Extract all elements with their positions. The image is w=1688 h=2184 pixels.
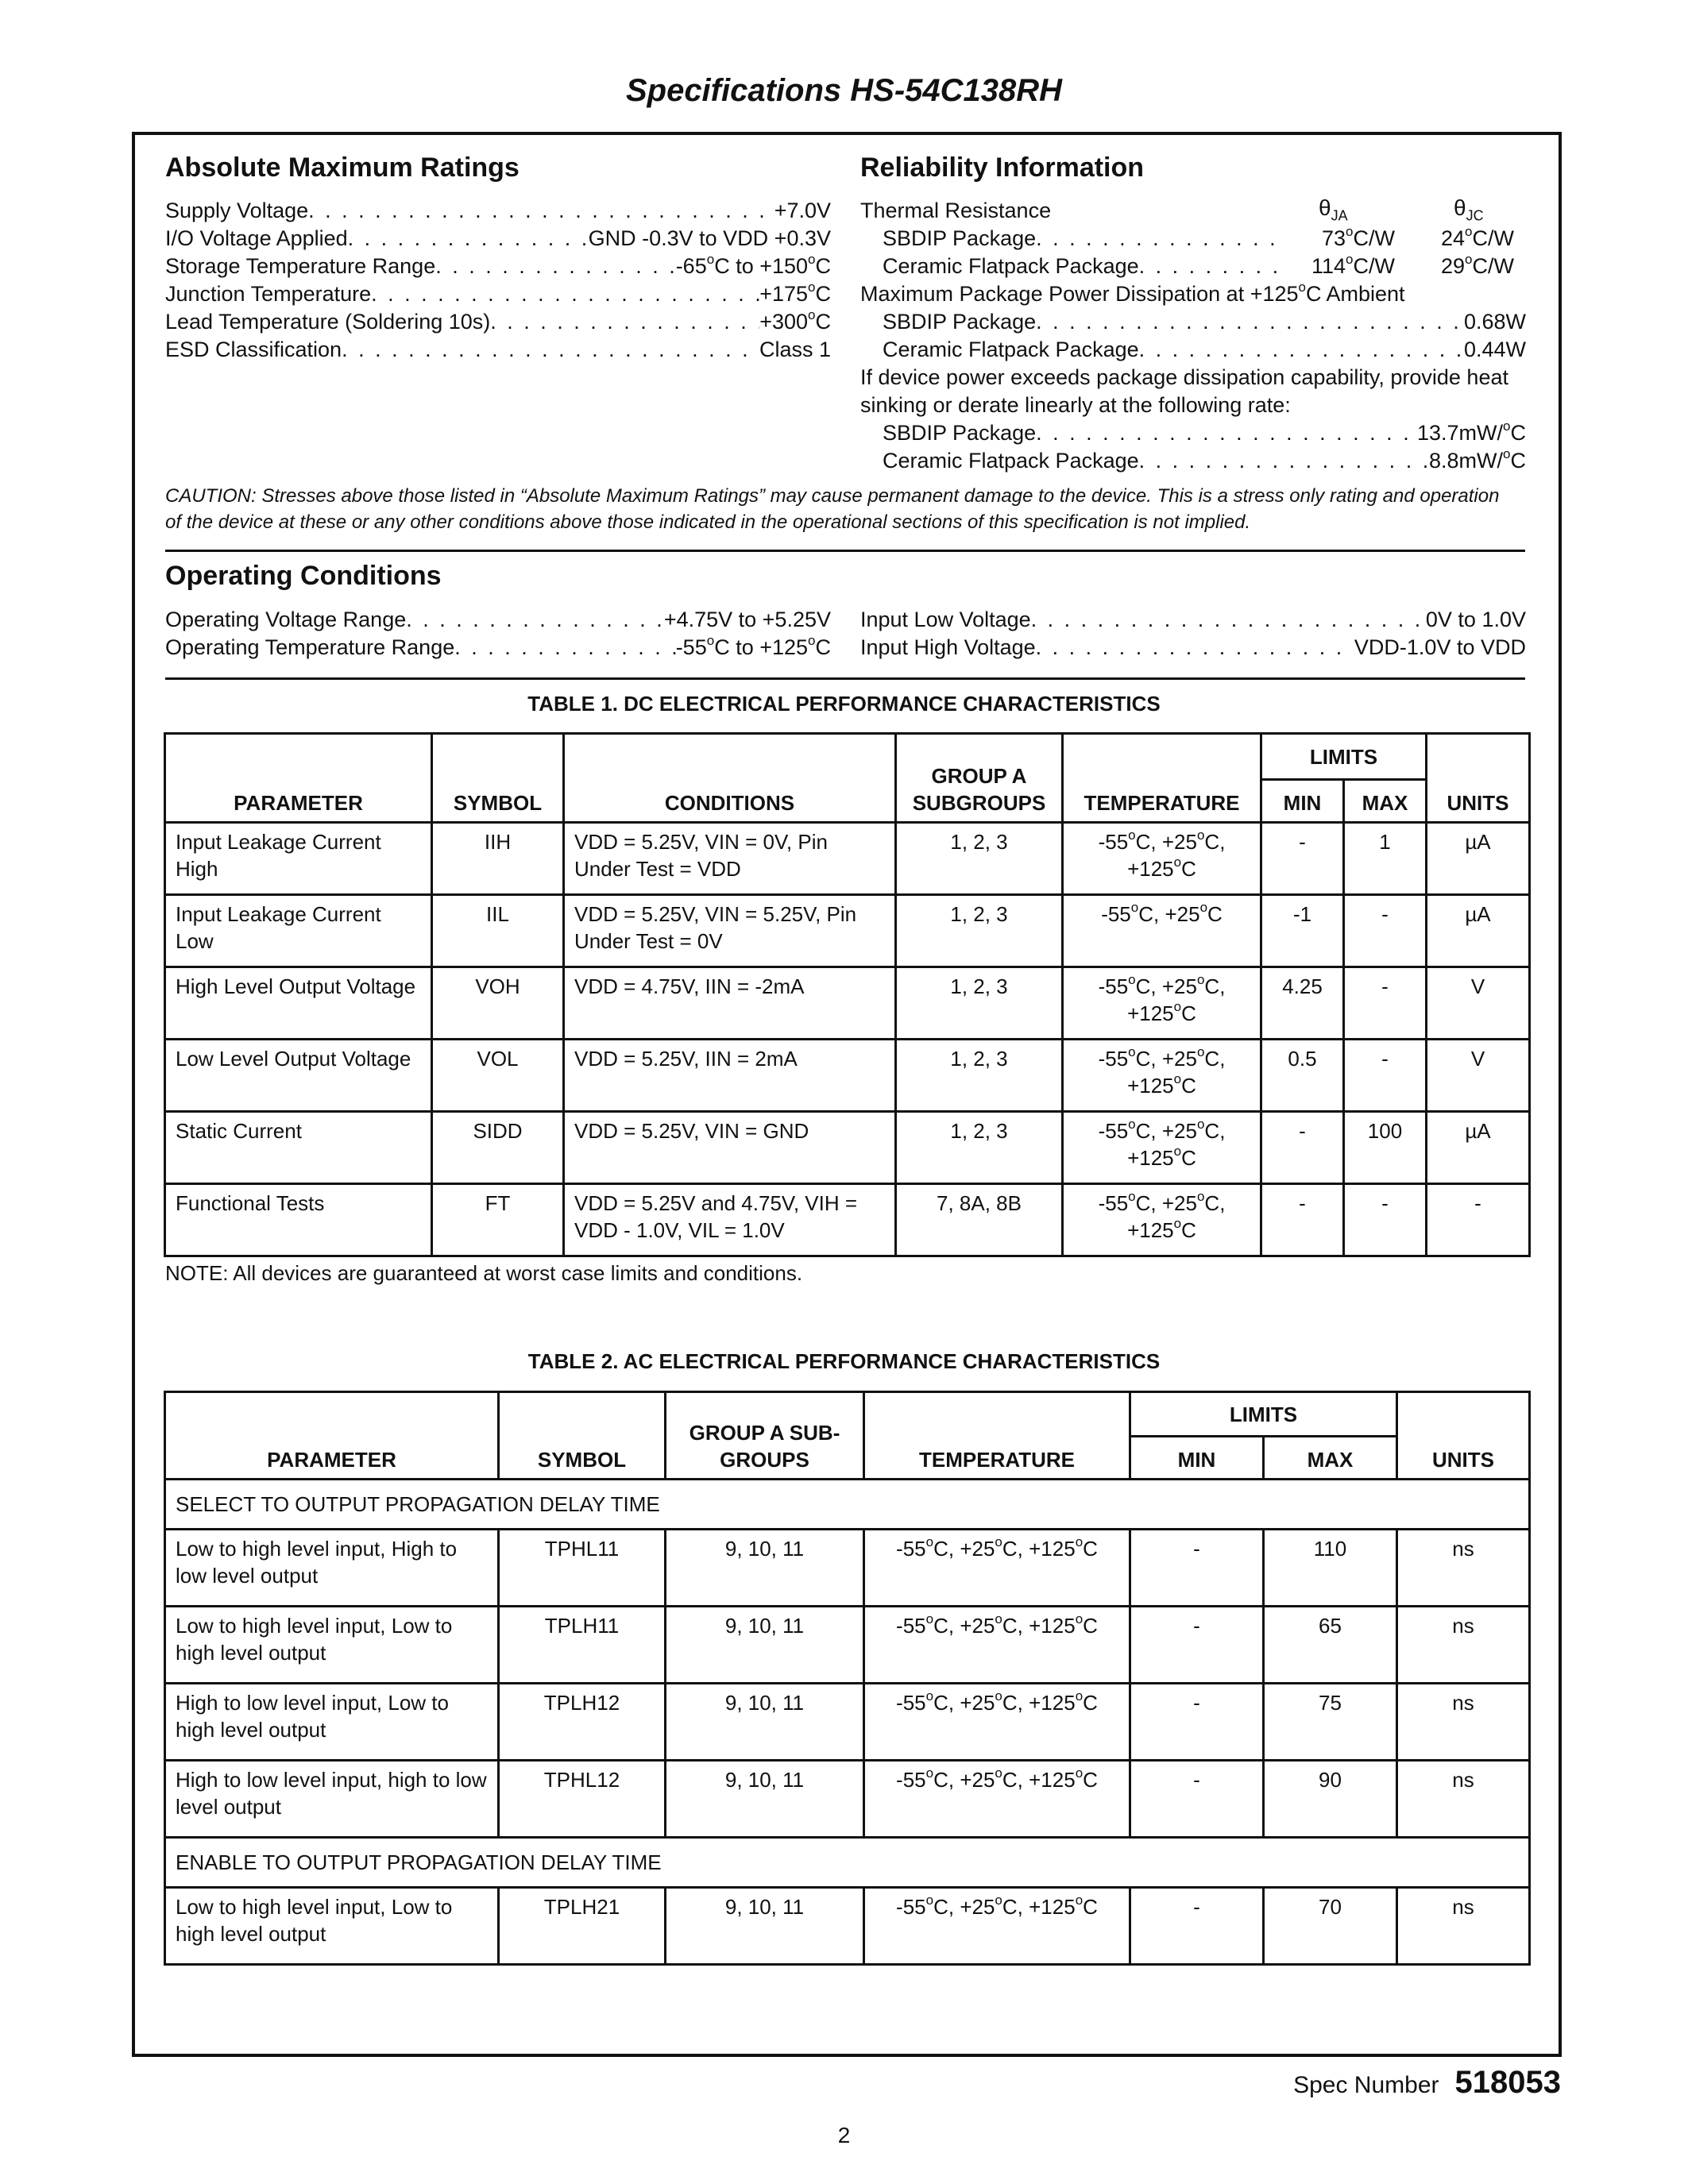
header-parameter: PARAMETER <box>165 1392 499 1480</box>
cell-symbol: TPLH12 <box>499 1684 666 1761</box>
header-min: MIN <box>1261 780 1344 823</box>
header-group-a-subgroups: GROUP A SUBGROUPS <box>896 734 1063 823</box>
derate-row-value: 8.8mW/$^o$C <box>1429 446 1526 473</box>
operating-row-label: Operating Voltage Range <box>165 608 407 631</box>
dissipation-row <box>883 336 1526 363</box>
cell-units: ns <box>1397 1530 1530 1607</box>
abs-max-row-value: GND -0.3V to VDD +0.3V <box>588 226 831 250</box>
cell-max: 1 <box>1344 823 1427 895</box>
cell-parameter: Functional Tests <box>165 1184 432 1256</box>
abs-max-row <box>165 308 831 335</box>
cell-group: 1, 2, 3 <box>896 1112 1063 1184</box>
divider <box>165 677 1525 680</box>
cell-temperature: $-55^oC$, $+25^oC$, $+125^oC$ <box>864 1761 1130 1838</box>
caution-line-1: CAUTION: Stresses above those listed in “Absolute Maximum Ratings” may cause permanent damage to the device. This is a stress only rating and operation <box>165 485 1500 507</box>
cell-temperature: $-55^oC$, $+25^oC$, $+125^oC$ <box>864 1607 1130 1684</box>
abs-max-row-value: Class 1 <box>759 338 831 361</box>
header-units: UNITS <box>1427 734 1530 823</box>
cell-conditions: VDD = 5.25V, IIN = 2mA <box>564 1040 896 1112</box>
cell-units: µA <box>1427 895 1530 967</box>
operating-row-label: Input Low Voltage <box>860 608 1031 631</box>
abs-max-row <box>165 336 831 363</box>
cell-units: - <box>1427 1184 1530 1256</box>
section-title: ENABLE TO OUTPUT PROPAGATION DELAY TIME <box>165 1838 1530 1888</box>
page-title: Specifications HS-54C138RH <box>625 73 1063 108</box>
cell-group: 1, 2, 3 <box>896 823 1063 895</box>
page-number: 2 <box>837 2123 851 2147</box>
cell-group: 9, 10, 11 <box>666 1607 864 1684</box>
cell-min: - <box>1130 1530 1264 1607</box>
header-symbol: SYMBOL <box>499 1392 666 1480</box>
cell-symbol: TPLH11 <box>499 1607 666 1684</box>
derate-row <box>883 419 1526 446</box>
cell-min: - <box>1130 1761 1264 1838</box>
table-row <box>165 967 1530 1040</box>
cell-min: - <box>1261 823 1344 895</box>
cell-max: - <box>1344 1040 1427 1112</box>
table1-note: NOTE: All devices are guaranteed at worst case limits and conditions. <box>165 1261 803 1285</box>
cell-max: 110 <box>1264 1530 1397 1607</box>
cell-max: - <box>1344 1184 1427 1256</box>
operating-row <box>860 634 1526 661</box>
operating-heading: Operating Conditions <box>165 561 442 591</box>
thermal-row-label: SBDIP Package <box>883 226 1037 250</box>
header-parameter: PARAMETER <box>165 734 432 823</box>
abs-max-row-label: I/O Voltage Applied <box>165 226 348 250</box>
caution-line-2: of the device at these or any other conditions above those indicated in the operational sections of this specification is not implied. <box>165 511 1251 533</box>
dissipation-row-value: 0.68W <box>1463 310 1526 334</box>
cell-symbol: VOH <box>432 967 564 1040</box>
header-group-a-subgroups: GROUP A SUB- GROUPS <box>666 1392 864 1480</box>
cell-temperature: $-55^oC$, $+25^oC$, $+125^oC$ <box>1063 1112 1261 1184</box>
operating-row-value: -55$^o$C to $+125^oC$ <box>675 633 831 659</box>
leader-dots <box>406 606 664 633</box>
cell-parameter: Low to high level input, High to low level output <box>165 1530 499 1607</box>
operating-row-label: Operating Temperature Range <box>165 635 455 659</box>
table2-caption: TABLE 2. AC ELECTRICAL PERFORMANCE CHARACTERISTICS <box>527 1349 1161 1373</box>
thermal-row-label: Ceramic Flatpack Package <box>883 254 1139 278</box>
leader-dots <box>1036 419 1417 446</box>
cell-units: µA <box>1427 823 1530 895</box>
cell-min: - <box>1130 1888 1264 1965</box>
cell-max: 75 <box>1264 1684 1397 1761</box>
derate-row <box>883 447 1526 474</box>
table-row <box>165 895 1530 967</box>
caution-note <box>165 483 1532 535</box>
cell-min: - <box>1261 1112 1344 1184</box>
cell-parameter: Low to high level input, Low to high level output <box>165 1607 499 1684</box>
operating-row-value: 0V to 1.0V <box>1425 608 1526 631</box>
spec-number-value: 518053 <box>1454 2065 1561 2100</box>
cell-conditions: VDD = 5.25V, VIN = GND <box>564 1112 896 1184</box>
header-temperature: TEMPERATURE <box>864 1392 1130 1480</box>
cell-symbol: TPHL11 <box>499 1530 666 1607</box>
thermal-row <box>883 253 1284 280</box>
cell-symbol: TPLH21 <box>499 1888 666 1965</box>
cell-conditions: VDD = 5.25V, VIN = 5.25V, Pin Under Test = 0V <box>564 895 896 967</box>
abs-max-row-label: Lead Temperature (Soldering 10s) <box>165 310 491 334</box>
cell-units: ns <box>1397 1761 1530 1838</box>
theta-ja-header: $\theta_{JA}$ <box>1319 195 1348 224</box>
dissipation-label: Maximum Package Power Dissipation at $+125^oC$ Ambient <box>860 280 1405 306</box>
cell-min: 4.25 <box>1261 967 1344 1040</box>
spec-number-label: Spec Number <box>1293 2072 1439 2098</box>
cell-temperature: $-55^oC$, $+25^oC$, $+125^oC$ <box>1063 1184 1261 1256</box>
table-row <box>165 823 1530 895</box>
dissipation-row-label: SBDIP Package <box>883 310 1037 334</box>
cell-min: - <box>1130 1684 1264 1761</box>
cell-group: 9, 10, 11 <box>666 1761 864 1838</box>
cell-min: - <box>1261 1184 1344 1256</box>
abs-max-row-label: Supply Voltage <box>165 199 309 222</box>
table-row <box>165 1112 1530 1184</box>
leader-dots <box>342 336 759 363</box>
table-row <box>165 1040 1530 1112</box>
header-max: MAX <box>1264 1437 1397 1480</box>
derate-row-label: SBDIP Package <box>883 421 1037 445</box>
header-limits: LIMITS <box>1130 1392 1397 1437</box>
abs-max-row <box>165 225 831 252</box>
section-row <box>165 1838 1530 1888</box>
header-units: UNITS <box>1397 1392 1530 1480</box>
cell-temperature: $-55^oC$, $+25^oC$, $+125^oC$ <box>864 1684 1130 1761</box>
leader-dots <box>435 253 675 280</box>
cell-min: - <box>1130 1607 1264 1684</box>
cell-max: 70 <box>1264 1888 1397 1965</box>
cell-symbol: VOL <box>432 1040 564 1112</box>
leader-dots <box>454 634 675 661</box>
theta-ja-value: 114$^o$C/W <box>1311 252 1395 278</box>
cell-conditions: VDD = 5.25V, VIN = 0V, Pin Under Test = VDD <box>564 823 896 895</box>
cell-units: ns <box>1397 1607 1530 1684</box>
operating-row-value: +4.75V to +5.25V <box>663 608 831 631</box>
abs-max-row-value: $+175^oC$ <box>759 280 831 306</box>
leader-dots <box>1036 308 1464 335</box>
derate-text-1: If device power exceeds package dissipation capability, provide heat <box>860 365 1508 389</box>
cell-group: 1, 2, 3 <box>896 1040 1063 1112</box>
operating-row <box>860 606 1526 633</box>
table-row <box>165 1684 1530 1761</box>
abs-max-row-value: $+300^oC$ <box>759 307 831 334</box>
cell-max: 100 <box>1344 1112 1427 1184</box>
cell-min: 0.5 <box>1261 1040 1344 1112</box>
leader-dots <box>1036 634 1354 661</box>
cell-parameter: High to low level input, Low to high level output <box>165 1684 499 1761</box>
cell-group: 1, 2, 3 <box>896 967 1063 1040</box>
cell-parameter: Low to high level input, Low to high level output <box>165 1888 499 1965</box>
cell-parameter: Static Current <box>165 1112 432 1184</box>
abs-max-row-label: ESD Classification <box>165 338 342 361</box>
abs-max-row-label: Junction Temperature <box>165 282 372 306</box>
divider <box>165 550 1525 552</box>
thermal-row <box>883 225 1284 252</box>
header-temperature: TEMPERATURE <box>1063 734 1261 823</box>
leader-dots <box>1139 253 1284 280</box>
leader-dots <box>1036 225 1284 252</box>
cell-max: - <box>1344 895 1427 967</box>
derate-text-2: sinking or derate linearly at the following rate: <box>860 393 1291 417</box>
cell-group: 7, 8A, 8B <box>896 1184 1063 1256</box>
leader-dots <box>371 280 759 307</box>
header-max: MAX <box>1344 780 1427 823</box>
table-row <box>165 1888 1530 1965</box>
cell-units: V <box>1427 1040 1530 1112</box>
cell-temperature: $-55^oC$, $+25^oC$, $+125^oC$ <box>1063 1040 1261 1112</box>
ac-characteristics-table <box>164 1391 1531 1966</box>
dissipation-row <box>883 308 1526 335</box>
cell-parameter: Low Level Output Voltage <box>165 1040 432 1112</box>
operating-row <box>165 606 831 633</box>
cell-max: 65 <box>1264 1607 1397 1684</box>
thermal-resistance-label: Thermal Resistance <box>860 199 1052 222</box>
table1-caption: TABLE 1. DC ELECTRICAL PERFORMANCE CHARACTERISTICS <box>527 692 1161 716</box>
leader-dots <box>1139 336 1464 363</box>
table-row <box>165 1761 1530 1838</box>
dissipation-row-label: Ceramic Flatpack Package <box>883 338 1139 361</box>
theta-jc-value: 24$^o$C/W <box>1441 224 1514 250</box>
cell-temperature: $-55^oC$, $+25^oC$, $+125^oC$ <box>1063 967 1261 1040</box>
cell-symbol: IIH <box>432 823 564 895</box>
operating-row <box>165 634 831 661</box>
cell-parameter: Input Leakage Current Low <box>165 895 432 967</box>
leader-dots <box>1139 447 1429 474</box>
theta-jc-value: 29$^o$C/W <box>1441 252 1514 278</box>
cell-min: -1 <box>1261 895 1344 967</box>
table-row <box>165 1184 1530 1256</box>
cell-group: 9, 10, 11 <box>666 1684 864 1761</box>
cell-temperature: $-55^oC$, $+25^oC$, $+125^oC$ <box>864 1888 1130 1965</box>
spec-number <box>1293 2065 1561 2101</box>
dc-characteristics-table <box>164 732 1531 1257</box>
cell-units: V <box>1427 967 1530 1040</box>
cell-group: 9, 10, 11 <box>666 1530 864 1607</box>
header-limits: LIMITS <box>1261 734 1427 780</box>
section-row <box>165 1480 1530 1530</box>
abs-max-row <box>165 197 831 224</box>
cell-symbol: TPHL12 <box>499 1761 666 1838</box>
cell-parameter: Input Leakage Current High <box>165 823 432 895</box>
cell-parameter: High Level Output Voltage <box>165 967 432 1040</box>
table-row <box>165 1530 1530 1607</box>
cell-units: µA <box>1427 1112 1530 1184</box>
cell-temperature: $-55^oC$, $+25^oC$, $+125^oC$ <box>864 1530 1130 1607</box>
abs-max-row <box>165 253 831 280</box>
abs-max-heading: Absolute Maximum Ratings <box>165 152 520 183</box>
abs-max-row <box>165 280 831 307</box>
cell-symbol: FT <box>432 1184 564 1256</box>
derate-row-value: 13.7mW/$^o$C <box>1417 419 1526 445</box>
cell-temperature: $-55^oC$, $+25^oC$, $+125^oC$ <box>1063 823 1261 895</box>
theta-ja-value: 73$^o$C/W <box>1322 224 1395 250</box>
cell-conditions: VDD = 4.75V, IIN = -2mA <box>564 967 896 1040</box>
table-row <box>165 1607 1530 1684</box>
cell-conditions: VDD = 5.25V and 4.75V, VIH = VDD - 1.0V, VIL = 1.0V <box>564 1184 896 1256</box>
abs-max-row-value: +7.0V <box>774 199 831 222</box>
cell-temperature: $-55^oC$, $+25^oC$ <box>1063 895 1261 967</box>
theta-jc-header: $\theta_{JC}$ <box>1454 195 1484 224</box>
derate-row-label: Ceramic Flatpack Package <box>883 449 1139 473</box>
cell-group: 1, 2, 3 <box>896 895 1063 967</box>
leader-dots <box>490 308 759 335</box>
cell-symbol: SIDD <box>432 1112 564 1184</box>
leader-dots <box>308 197 774 224</box>
header-min: MIN <box>1130 1437 1264 1480</box>
operating-row-label: Input High Voltage <box>860 635 1036 659</box>
header-symbol: SYMBOL <box>432 734 564 823</box>
abs-max-row-label: Storage Temperature Range <box>165 254 436 278</box>
operating-row-value: VDD-1.0V to VDD <box>1354 635 1526 659</box>
cell-units: ns <box>1397 1684 1530 1761</box>
header-conditions: CONDITIONS <box>564 734 896 823</box>
leader-dots <box>348 225 589 252</box>
cell-parameter: High to low level input, high to low level output <box>165 1761 499 1838</box>
cell-units: ns <box>1397 1888 1530 1965</box>
leader-dots <box>1031 606 1426 633</box>
section-title: SELECT TO OUTPUT PROPAGATION DELAY TIME <box>165 1480 1530 1530</box>
abs-max-row-value: -65$^o$C to $+150^oC$ <box>675 252 831 278</box>
dissipation-row-value: 0.44W <box>1463 338 1526 361</box>
cell-max: 90 <box>1264 1761 1397 1838</box>
cell-group: 9, 10, 11 <box>666 1888 864 1965</box>
cell-symbol: IIL <box>432 895 564 967</box>
cell-max: - <box>1344 967 1427 1040</box>
reliability-heading: Reliability Information <box>860 152 1145 183</box>
